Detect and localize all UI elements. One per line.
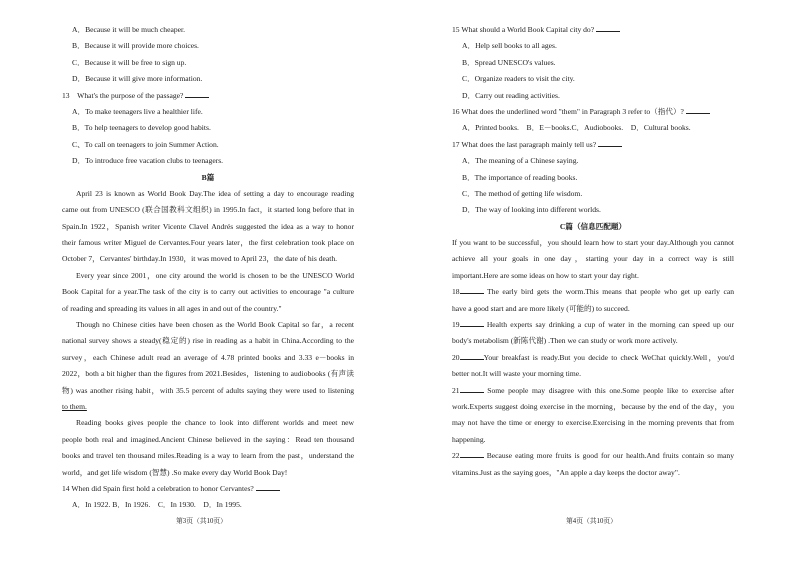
q13-option-d: D．To introduce free vacation clubs to teenagers.: [72, 156, 224, 166]
passage-line: 2022，both a bit higher than the figures from 2021.Besides，listening to audiobooks (有声读: [62, 369, 354, 379]
answer-blank: [460, 351, 484, 360]
q16-options: A．Printed books. B．E－books.C．Audiobooks. D．Cultural books.: [462, 123, 691, 133]
answer-blank: [460, 285, 484, 294]
passage-line: Though no Chinese cities have been chosen as the World Book Capital so far，a recent: [76, 320, 354, 330]
q17-option-d: D．The way of looking into different worlds.: [462, 205, 601, 215]
item-line: body's metabolism (新陈代谢) .Then we can study or work more actively.: [452, 336, 678, 346]
q13-option-c: C、To call on teenagers to join Summer Action.: [72, 139, 219, 149]
page-footer-left: 第3页（共10页）: [176, 518, 227, 525]
question-17: 17 What does the last paragraph mainly tell us?: [452, 137, 734, 153]
answer-blank: [460, 318, 484, 327]
section-c-heading: C篇（信息匹配题）: [559, 221, 627, 231]
intro-line: important.Here are some ideas on how to start your day right.: [452, 270, 639, 280]
passage-line: world，and get life wisdom (智慧) .So make every day World Book Day!: [62, 467, 288, 477]
q17-option-c: C．The method of getting life wisdom.: [462, 188, 583, 198]
passage-line: April 23 is known as World Book Day.The idea of setting a day to encourage reading: [76, 188, 354, 198]
item-20: 20 Your breakfast is ready.But you decide to check WeChat quickly.Well，you'd: [452, 352, 734, 362]
right-column: [452, 22, 734, 481]
passage-line: Spain.In 1922，Spanish writer Vicente Clavel Andrés suggested the idea as a way to honor: [62, 221, 354, 231]
answer-blank: [596, 23, 620, 32]
section-b-heading: B篇: [201, 172, 215, 182]
item-21: 21 Some people may disagree with this one.Some people like to exercise after: [452, 385, 734, 395]
q12-option-c: C．Because it will be free to sign up.: [72, 57, 187, 67]
answer-blank: [598, 138, 622, 147]
passage-line-underlined: to them.: [62, 401, 87, 411]
q13-option-b: B．To help teenagers to develop good habits.: [72, 123, 211, 133]
q13-option-a: A．To make teenagers live a healthier life.: [72, 106, 203, 116]
q15-option-b: B．Spread UNESCO's values.: [462, 57, 556, 67]
q15-option-a: A．Help sell books to all ages.: [462, 41, 557, 51]
q14-options: A．In 1922. B．In 1926. C．In 1930. D．In 1995.: [72, 500, 242, 510]
item-line: vitamins.Just as the saying goes，"An apple a day keeps the doctor away".: [452, 467, 680, 477]
q15-option-d: D．Carry out reading activities.: [462, 90, 560, 100]
item-line: have a good start and are more likely (可能的) to succeed.: [452, 303, 630, 313]
item-line: may not have the time or energy to exercise.Exercising in the morning prevents that from: [452, 418, 734, 428]
answer-blank: [460, 384, 484, 393]
intro-line: achieve all your goals in one day，starting your day in a correct way is still: [452, 254, 734, 264]
answer-blank: [185, 89, 209, 98]
passage-line: national survey shows a steady(稳定的) rise in reading as a habit in China.According to the: [62, 336, 354, 346]
passage-line: October 7，Cervantes' birthday.In 1930，it was moved to April 23，the date of his death.: [62, 254, 338, 264]
passage-line: their famous writer Miguel de Cervantes.Four years later，the first celebration took place on: [62, 238, 354, 248]
item-line: better not.It will waste your morning time.: [452, 369, 582, 379]
q12-option-a: A．Because it will be much cheaper.: [72, 25, 186, 34]
q15-option-c: C．Organize readers to visit the city.: [462, 74, 575, 84]
item-22: 22 Because eating more fruits is good for our health.And fruits contain so many: [452, 451, 734, 461]
question-15: 15 What should a World Book Capital city do?: [452, 22, 734, 38]
question-14: 14 When did Spain first hold a celebration to honor Cervantes?: [62, 481, 354, 497]
question-13: 13 What's the purpose of the passage?: [62, 88, 354, 104]
q17-option-a: A．The meaning of a Chinese saying.: [462, 156, 579, 166]
q12-option-b: B．Because it will provide more choices.: [72, 41, 199, 51]
passage-line: of reading and spreading its values in all ages in and out of the country.": [62, 303, 282, 313]
passage-line: books and travel ten thousand miles.Reading is a way to learn from the past，understand the: [62, 451, 354, 461]
item-line: happening.: [452, 434, 486, 444]
passage-line: came out from UNESCO (联合国教科文组织) in 1995.In fact，it started long before that in: [62, 205, 354, 215]
passage-line: Reading books gives people the chance to look into different worlds and meet new: [76, 418, 354, 428]
item-18: 18 The early bird gets the worm.This means that people who get up early can: [452, 287, 734, 297]
question-16: 16 What does the underlined word "them" in Paragraph 3 refer to（指代）?: [452, 104, 734, 120]
q17-option-b: B．The importance of reading books.: [462, 172, 578, 182]
answer-blank: [686, 105, 710, 114]
passage-line: survey，each Chinese adult read an average of 4.78 printed books and 3.33 e－books in: [62, 352, 354, 362]
item-line: work.Experts suggest doing exercise in the morning，because by the end of the day，you: [452, 401, 734, 411]
passage-line: Book Capital for a year.The task of the city is to carry out activities to encourage "a culture: [62, 287, 354, 297]
passage-line: Every year since 2001，one city around the world is chosen to be the UNESCO World: [76, 270, 354, 280]
item-19: 19 Health experts say drinking a cup of water in the morning can speed up our: [452, 320, 734, 330]
page-footer-right: 第4页（共10页）: [566, 518, 617, 525]
intro-line: If you want to be successful，you should learn how to start your day.Although you cannot: [452, 238, 734, 248]
answer-blank: [256, 482, 280, 491]
passage-line: people both real and imagined.Ancient Chinese believed in the saying：Read ten thousand: [62, 434, 354, 444]
left-column: [62, 22, 354, 514]
q12-option-d: D．Because it will give more information.: [72, 74, 203, 84]
answer-blank: [460, 449, 484, 458]
passage-line: 物) was another rising habit，with 35.5 percent of adults saying they were used to listening: [62, 385, 354, 395]
